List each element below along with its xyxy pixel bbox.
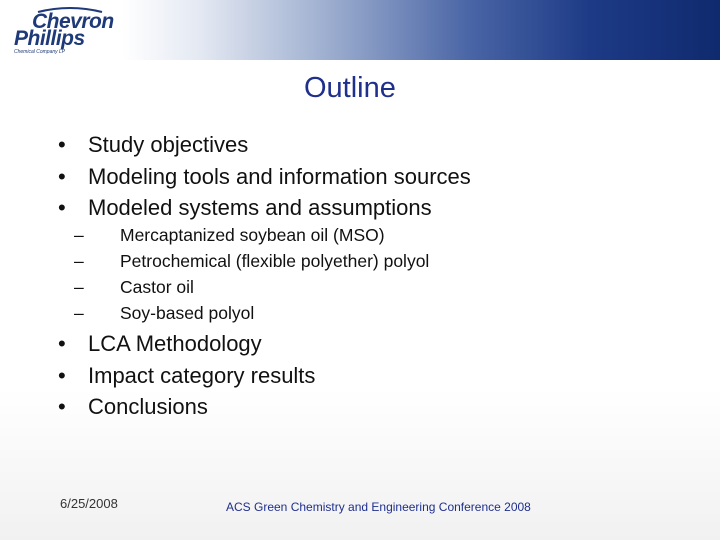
dash-icon: –: [74, 277, 84, 297]
bullet-text: Study objectives: [88, 132, 249, 157]
company-logo: [10, 6, 114, 56]
sub-bullet-text: Soy-based polyol: [120, 303, 255, 323]
bullet-text: LCA Methodology: [88, 331, 262, 356]
bullet-text: Modeled systems and assumptions: [88, 195, 432, 220]
sub-bullet-text: Petrochemical (flexible polyether) polyol: [120, 251, 430, 271]
footer-date: 6/25/2008: [60, 496, 118, 511]
sub-bullet-text: Castor oil: [120, 277, 194, 297]
bullet-icon: •: [58, 331, 66, 356]
bullet-icon: •: [58, 164, 66, 189]
bullet-text: Conclusions: [88, 394, 208, 419]
bullet-icon: •: [58, 363, 66, 388]
footer-conference: ACS Green Chemistry and Engineering Conference 2008: [226, 500, 531, 514]
logo-line-1: Chevron: [32, 10, 114, 33]
slide-title: Outline: [304, 72, 396, 104]
sub-bullet-text: Mercaptanized soybean oil (MSO): [120, 225, 385, 245]
logo-line-2: Phillips: [14, 27, 85, 50]
bullet-icon: •: [58, 195, 66, 220]
dash-icon: –: [74, 251, 84, 271]
dash-icon: –: [74, 225, 84, 245]
bullet-icon: •: [58, 132, 66, 157]
dash-icon: –: [74, 303, 84, 323]
bullet-text: Impact category results: [88, 363, 316, 388]
bullet-icon: •: [58, 394, 66, 419]
bullet-text: Modeling tools and information sources: [88, 164, 471, 189]
logo-tagline: Chemical Company LP: [14, 49, 66, 55]
